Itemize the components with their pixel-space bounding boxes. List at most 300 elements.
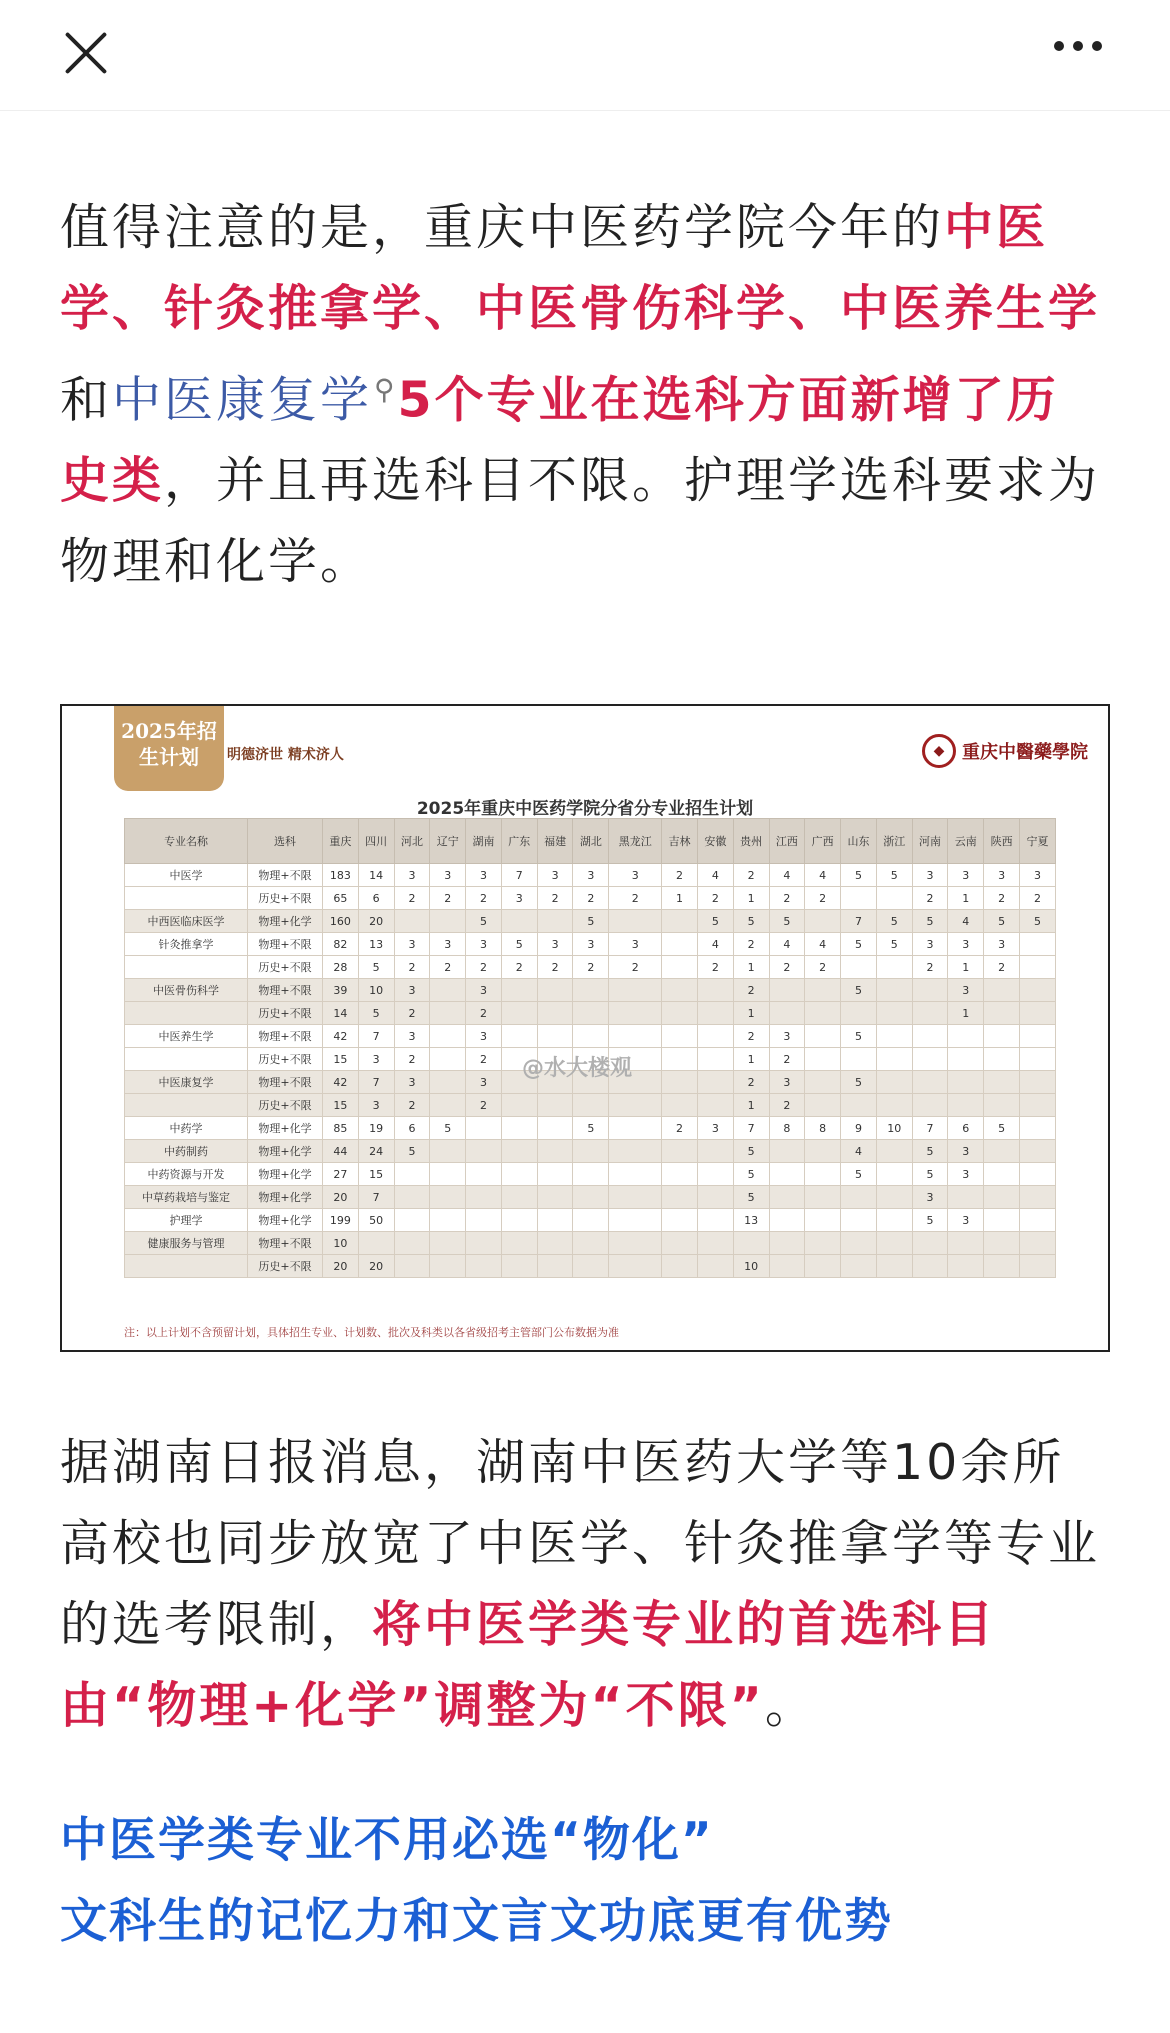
quota-cell xyxy=(501,1140,537,1163)
quota-cell xyxy=(876,979,912,1002)
quota-cell xyxy=(912,979,948,1002)
quota-cell: 65 xyxy=(323,887,359,910)
quota-cell: 85 xyxy=(323,1117,359,1140)
logo-icon: ◆ xyxy=(922,734,956,768)
major-cell xyxy=(125,1094,248,1117)
subject-cell: 物理+化学 xyxy=(248,1117,323,1140)
quota-cell: 7 xyxy=(841,910,877,933)
quota-cell xyxy=(537,1232,573,1255)
quota-cell: 2 xyxy=(573,956,609,979)
quota-cell: 15 xyxy=(358,1163,394,1186)
quota-cell: 2 xyxy=(394,1094,430,1117)
quota-cell xyxy=(876,1163,912,1186)
quota-cell: 3 xyxy=(1019,864,1055,887)
quota-cell: 5 xyxy=(841,1025,877,1048)
quota-cell: 5 xyxy=(841,864,877,887)
quota-cell xyxy=(537,979,573,1002)
quota-cell: 2 xyxy=(466,956,502,979)
quota-cell: 4 xyxy=(697,933,733,956)
quota-cell xyxy=(841,956,877,979)
quota-cell: 3 xyxy=(769,1025,805,1048)
table-header-cell: 宁夏 xyxy=(1019,819,1055,864)
quota-cell: 3 xyxy=(948,864,984,887)
quota-cell: 2 xyxy=(733,933,769,956)
text: 据湖南日报消息，湖南中医药大学等10余所高校也同步放宽了中医学、针灸推拿学等专业的选考限制， xyxy=(60,1434,1101,1654)
quota-cell xyxy=(948,1071,984,1094)
quota-cell: 7 xyxy=(358,1186,394,1209)
quota-cell: 3 xyxy=(394,1025,430,1048)
quota-cell: 3 xyxy=(609,864,662,887)
quota-cell xyxy=(662,1186,698,1209)
quota-cell xyxy=(1019,1140,1055,1163)
quota-cell: 3 xyxy=(984,933,1020,956)
quota-cell: 1 xyxy=(733,1048,769,1071)
quota-cell xyxy=(697,979,733,1002)
table-header-cell: 选科 xyxy=(248,819,323,864)
quota-cell xyxy=(876,1025,912,1048)
quota-cell: 82 xyxy=(323,933,359,956)
quota-cell: 5 xyxy=(841,933,877,956)
quota-cell: 28 xyxy=(323,956,359,979)
quota-cell: 4 xyxy=(697,864,733,887)
quota-cell xyxy=(733,1232,769,1255)
quota-cell: 3 xyxy=(948,1163,984,1186)
quota-cell xyxy=(466,1140,502,1163)
quota-cell: 4 xyxy=(805,864,841,887)
quota-cell: 1 xyxy=(733,887,769,910)
quota-cell: 1 xyxy=(733,956,769,979)
quota-cell xyxy=(1019,1209,1055,1232)
quota-cell: 3 xyxy=(466,979,502,1002)
quota-cell xyxy=(876,1071,912,1094)
quota-cell xyxy=(697,1094,733,1117)
table-row xyxy=(125,864,1056,887)
quota-cell xyxy=(697,1232,733,1255)
table-row xyxy=(125,1209,1056,1232)
quota-cell xyxy=(609,1025,662,1048)
quota-cell: 2 xyxy=(769,956,805,979)
quota-cell xyxy=(662,1002,698,1025)
quota-cell xyxy=(984,1209,1020,1232)
quota-cell xyxy=(1019,1048,1055,1071)
quota-cell xyxy=(841,887,877,910)
quota-cell xyxy=(912,1094,948,1117)
quota-cell xyxy=(609,979,662,1002)
subject-cell: 物理+化学 xyxy=(248,910,323,933)
highlight-text: 将中医学类专业的首选科目由“物理+化学”调整为“不限” xyxy=(60,1596,997,1735)
quota-cell xyxy=(876,1255,912,1278)
quota-cell: 2 xyxy=(394,887,430,910)
quota-cell: 1 xyxy=(948,1002,984,1025)
table-header-cell: 四川 xyxy=(358,819,394,864)
subject-cell: 历史+不限 xyxy=(248,887,323,910)
quota-cell xyxy=(876,887,912,910)
quota-cell xyxy=(948,1048,984,1071)
quota-cell xyxy=(805,1232,841,1255)
quota-cell xyxy=(430,979,466,1002)
search-link[interactable]: 中医康复学 xyxy=(112,371,373,429)
table-row xyxy=(125,1140,1056,1163)
quota-cell xyxy=(662,1140,698,1163)
article-body xyxy=(0,187,1170,1962)
quota-cell xyxy=(609,910,662,933)
quota-cell xyxy=(697,1209,733,1232)
quota-cell: 3 xyxy=(573,864,609,887)
quota-cell: 44 xyxy=(323,1140,359,1163)
quota-cell: 3 xyxy=(609,933,662,956)
quota-cell xyxy=(841,1094,877,1117)
quota-cell xyxy=(948,1255,984,1278)
quota-cell: 19 xyxy=(358,1117,394,1140)
quota-cell: 3 xyxy=(984,864,1020,887)
quota-cell: 42 xyxy=(323,1025,359,1048)
quota-cell: 2 xyxy=(466,1094,502,1117)
quota-cell: 2 xyxy=(501,956,537,979)
quota-cell: 183 xyxy=(323,864,359,887)
text: 文科生的记忆力和文言文功底更有优势 xyxy=(60,1894,893,1950)
quota-cell xyxy=(912,1048,948,1071)
quota-cell: 5 xyxy=(876,910,912,933)
quota-cell xyxy=(609,1255,662,1278)
table-header-cell: 黑龙江 xyxy=(609,819,662,864)
quota-cell: 3 xyxy=(573,933,609,956)
quota-cell: 1 xyxy=(662,887,698,910)
quota-cell: 9 xyxy=(841,1117,877,1140)
quota-cell xyxy=(501,910,537,933)
close-icon[interactable] xyxy=(58,26,112,80)
quota-cell xyxy=(984,1002,1020,1025)
table-row xyxy=(125,1232,1056,1255)
quota-cell xyxy=(537,1209,573,1232)
table-row xyxy=(125,1094,1056,1117)
quota-cell: 3 xyxy=(948,933,984,956)
quota-cell: 5 xyxy=(841,1071,877,1094)
subject-cell: 历史+不限 xyxy=(248,1002,323,1025)
quota-cell: 3 xyxy=(466,1025,502,1048)
table-header-cell: 陕西 xyxy=(984,819,1020,864)
quota-cell xyxy=(769,1186,805,1209)
quota-cell xyxy=(501,1232,537,1255)
quota-cell xyxy=(984,1232,1020,1255)
table-row xyxy=(125,910,1056,933)
quota-cell xyxy=(1019,1071,1055,1094)
quota-cell: 199 xyxy=(323,1209,359,1232)
quota-cell xyxy=(876,956,912,979)
quota-cell: 2 xyxy=(697,956,733,979)
quota-cell: 5 xyxy=(430,1117,466,1140)
table-header-cell: 河南 xyxy=(912,819,948,864)
more-icon[interactable] xyxy=(1054,36,1114,56)
quota-cell xyxy=(466,1255,502,1278)
quota-cell: 5 xyxy=(1019,910,1055,933)
quota-cell: 7 xyxy=(358,1025,394,1048)
major-cell: 中医骨伤科学 xyxy=(125,979,248,1002)
table-title: 2025年重庆中医药学院分省分专业招生计划 xyxy=(416,799,754,820)
quota-cell xyxy=(841,1002,877,1025)
quota-cell xyxy=(948,1232,984,1255)
quota-cell xyxy=(358,1232,394,1255)
quota-cell: 6 xyxy=(948,1117,984,1140)
quota-cell xyxy=(394,1163,430,1186)
quota-cell: 2 xyxy=(805,956,841,979)
quota-cell xyxy=(609,1140,662,1163)
quota-cell: 3 xyxy=(466,864,502,887)
quota-cell xyxy=(609,1209,662,1232)
quota-cell: 6 xyxy=(394,1117,430,1140)
quota-cell: 4 xyxy=(769,933,805,956)
quota-cell: 3 xyxy=(769,1071,805,1094)
quota-cell xyxy=(805,979,841,1002)
quota-cell: 2 xyxy=(466,1002,502,1025)
quota-cell xyxy=(1019,1232,1055,1255)
quota-cell: 3 xyxy=(394,864,430,887)
quota-cell xyxy=(573,979,609,1002)
quota-cell: 160 xyxy=(323,910,359,933)
quota-cell: 8 xyxy=(769,1117,805,1140)
quota-cell xyxy=(697,1140,733,1163)
quota-cell xyxy=(805,1002,841,1025)
search-icon[interactable]: ⚲ xyxy=(374,373,398,406)
quota-cell: 5 xyxy=(573,910,609,933)
quota-cell: 2 xyxy=(609,887,662,910)
quota-cell: 2 xyxy=(984,956,1020,979)
quota-cell: 6 xyxy=(358,887,394,910)
quota-cell xyxy=(697,1025,733,1048)
quota-cell: 5 xyxy=(573,1117,609,1140)
table-header-cell: 湖北 xyxy=(573,819,609,864)
quota-cell: 2 xyxy=(537,956,573,979)
text: ，并且再选科目不限。护理学选科要求为物理和化学。 xyxy=(60,452,1101,591)
major-cell: 中医学 xyxy=(125,864,248,887)
quota-cell xyxy=(430,1163,466,1186)
quota-cell: 2 xyxy=(697,887,733,910)
table-header-cell: 浙江 xyxy=(876,819,912,864)
quota-cell xyxy=(501,1025,537,1048)
quota-cell xyxy=(573,1186,609,1209)
table-header-cell: 广西 xyxy=(805,819,841,864)
quota-cell xyxy=(984,1094,1020,1117)
quota-cell: 2 xyxy=(805,887,841,910)
quota-cell xyxy=(841,1186,877,1209)
table-note: 注：以上计划不含预留计划，具体招生专业、计划数、批次及科类以各省级招考主管部门公布数据为准 xyxy=(124,1326,619,1340)
quota-cell: 1 xyxy=(733,1002,769,1025)
table-header-cell: 广东 xyxy=(501,819,537,864)
text: 中医学类专业不用必选“物化” xyxy=(60,1813,714,1869)
quota-cell xyxy=(805,1140,841,1163)
quota-cell xyxy=(430,1002,466,1025)
quota-cell xyxy=(1019,956,1055,979)
quota-cell: 7 xyxy=(733,1117,769,1140)
quota-cell: 7 xyxy=(358,1071,394,1094)
highlight-text: 中医学、针灸推拿学、中医骨伤科学、中医养生学 xyxy=(60,199,1101,337)
subject-cell: 物理+不限 xyxy=(248,933,323,956)
quota-cell: 2 xyxy=(430,956,466,979)
quota-cell: 3 xyxy=(912,933,948,956)
quota-cell xyxy=(912,1071,948,1094)
quota-cell: 14 xyxy=(358,864,394,887)
table-row xyxy=(125,1186,1056,1209)
quota-cell xyxy=(769,1163,805,1186)
quota-cell xyxy=(697,1186,733,1209)
quota-cell xyxy=(501,1255,537,1278)
quota-cell xyxy=(662,1232,698,1255)
quota-cell xyxy=(430,1071,466,1094)
quota-cell: 5 xyxy=(733,1163,769,1186)
quota-cell xyxy=(466,1163,502,1186)
quota-cell: 3 xyxy=(394,1071,430,1094)
quota-cell xyxy=(662,933,698,956)
quota-cell: 2 xyxy=(984,887,1020,910)
badge: 2025年招生计划 xyxy=(114,706,224,791)
subject-cell: 历史+不限 xyxy=(248,1048,323,1071)
quota-cell: 3 xyxy=(912,864,948,887)
quota-cell: 3 xyxy=(948,1209,984,1232)
quota-cell: 2 xyxy=(394,1048,430,1071)
quota-cell: 5 xyxy=(733,1140,769,1163)
quota-cell xyxy=(430,1232,466,1255)
quota-cell xyxy=(662,1048,698,1071)
subject-cell: 历史+不限 xyxy=(248,1255,323,1278)
text: 和 xyxy=(60,371,113,429)
quota-cell: 2 xyxy=(769,1094,805,1117)
quota-cell xyxy=(841,1232,877,1255)
table-row xyxy=(125,979,1056,1002)
quota-cell xyxy=(430,1048,466,1071)
quota-cell xyxy=(984,979,1020,1002)
quota-cell xyxy=(1019,1094,1055,1117)
quota-cell: 5 xyxy=(733,910,769,933)
quota-cell xyxy=(430,1255,466,1278)
quota-cell xyxy=(697,1071,733,1094)
quota-cell xyxy=(984,1186,1020,1209)
table-header-cell: 吉林 xyxy=(662,819,698,864)
quota-cell xyxy=(466,1186,502,1209)
quota-cell xyxy=(537,1117,573,1140)
quota-cell xyxy=(501,1163,537,1186)
quota-cell: 2 xyxy=(537,887,573,910)
table-header-cell: 辽宁 xyxy=(430,819,466,864)
quota-cell xyxy=(1019,979,1055,1002)
quota-cell xyxy=(537,1255,573,1278)
quota-cell: 15 xyxy=(323,1048,359,1071)
major-cell: 中药学 xyxy=(125,1117,248,1140)
quota-cell xyxy=(501,1186,537,1209)
quota-cell xyxy=(948,1094,984,1117)
quota-cell xyxy=(573,1163,609,1186)
major-cell: 中草药栽培与鉴定 xyxy=(125,1186,248,1209)
quota-cell xyxy=(912,1232,948,1255)
quota-cell: 2 xyxy=(394,956,430,979)
quota-cell: 3 xyxy=(501,887,537,910)
subject-cell: 物理+化学 xyxy=(248,1163,323,1186)
quota-cell xyxy=(769,1002,805,1025)
quota-cell xyxy=(537,910,573,933)
major-cell: 中医养生学 xyxy=(125,1025,248,1048)
paragraph-1 xyxy=(60,187,1110,602)
quota-cell xyxy=(573,1140,609,1163)
quota-cell xyxy=(501,1209,537,1232)
table-row xyxy=(125,1163,1056,1186)
enrollment-table xyxy=(124,818,1056,1278)
subject-cell: 物理+不限 xyxy=(248,979,323,1002)
quota-cell xyxy=(430,1025,466,1048)
major-cell xyxy=(125,887,248,910)
quota-cell xyxy=(805,1048,841,1071)
quota-cell: 42 xyxy=(323,1071,359,1094)
quota-cell: 3 xyxy=(358,1094,394,1117)
quota-cell xyxy=(430,1094,466,1117)
subject-cell: 历史+不限 xyxy=(248,1094,323,1117)
quota-cell xyxy=(1019,1186,1055,1209)
enrollment-plan-image[interactable] xyxy=(60,704,1110,1352)
quota-cell xyxy=(912,1255,948,1278)
quota-cell: 2 xyxy=(394,1002,430,1025)
quota-cell xyxy=(394,910,430,933)
quota-cell: 24 xyxy=(358,1140,394,1163)
watermark: @水大楼观 xyxy=(522,1056,633,1082)
quota-cell xyxy=(876,1209,912,1232)
quota-cell xyxy=(573,1025,609,1048)
quota-cell: 20 xyxy=(358,910,394,933)
table-row xyxy=(125,1002,1056,1025)
table-header-cell: 福建 xyxy=(537,819,573,864)
quota-cell xyxy=(876,1232,912,1255)
quota-cell xyxy=(573,1002,609,1025)
paragraph-2 xyxy=(60,1422,1110,1746)
major-cell: 中药制药 xyxy=(125,1140,248,1163)
quota-cell: 3 xyxy=(466,1071,502,1094)
quota-cell: 3 xyxy=(430,864,466,887)
quota-cell: 2 xyxy=(609,956,662,979)
quota-cell xyxy=(662,979,698,1002)
quota-cell: 5 xyxy=(769,910,805,933)
quota-cell: 2 xyxy=(662,864,698,887)
quota-cell xyxy=(876,1048,912,1071)
major-cell: 针灸推拿学 xyxy=(125,933,248,956)
quota-cell: 10 xyxy=(733,1255,769,1278)
quota-cell xyxy=(430,910,466,933)
quota-cell xyxy=(697,1002,733,1025)
quota-cell: 2 xyxy=(733,864,769,887)
quota-cell: 1 xyxy=(948,887,984,910)
motto: 明德济世 精术济人 xyxy=(227,747,344,764)
table-row xyxy=(125,1117,1056,1140)
quota-cell: 20 xyxy=(323,1186,359,1209)
table-header-cell: 重庆 xyxy=(323,819,359,864)
quota-cell: 3 xyxy=(466,933,502,956)
quota-cell xyxy=(573,1094,609,1117)
major-cell: 中西医临床医学 xyxy=(125,910,248,933)
quota-cell xyxy=(537,1140,573,1163)
quota-cell xyxy=(841,1255,877,1278)
quota-cell xyxy=(805,1094,841,1117)
quota-cell xyxy=(537,1163,573,1186)
quota-cell: 3 xyxy=(948,979,984,1002)
quota-cell: 5 xyxy=(733,1186,769,1209)
quota-cell xyxy=(662,1094,698,1117)
major-cell: 健康服务与管理 xyxy=(125,1232,248,1255)
quota-cell: 3 xyxy=(697,1117,733,1140)
quota-cell xyxy=(1019,1002,1055,1025)
major-cell xyxy=(125,1002,248,1025)
quota-cell: 4 xyxy=(948,910,984,933)
table-header-cell: 江西 xyxy=(769,819,805,864)
quota-cell: 20 xyxy=(358,1255,394,1278)
quota-cell xyxy=(948,1186,984,1209)
quota-cell: 27 xyxy=(323,1163,359,1186)
quota-cell xyxy=(769,1232,805,1255)
quota-cell: 39 xyxy=(323,979,359,1002)
